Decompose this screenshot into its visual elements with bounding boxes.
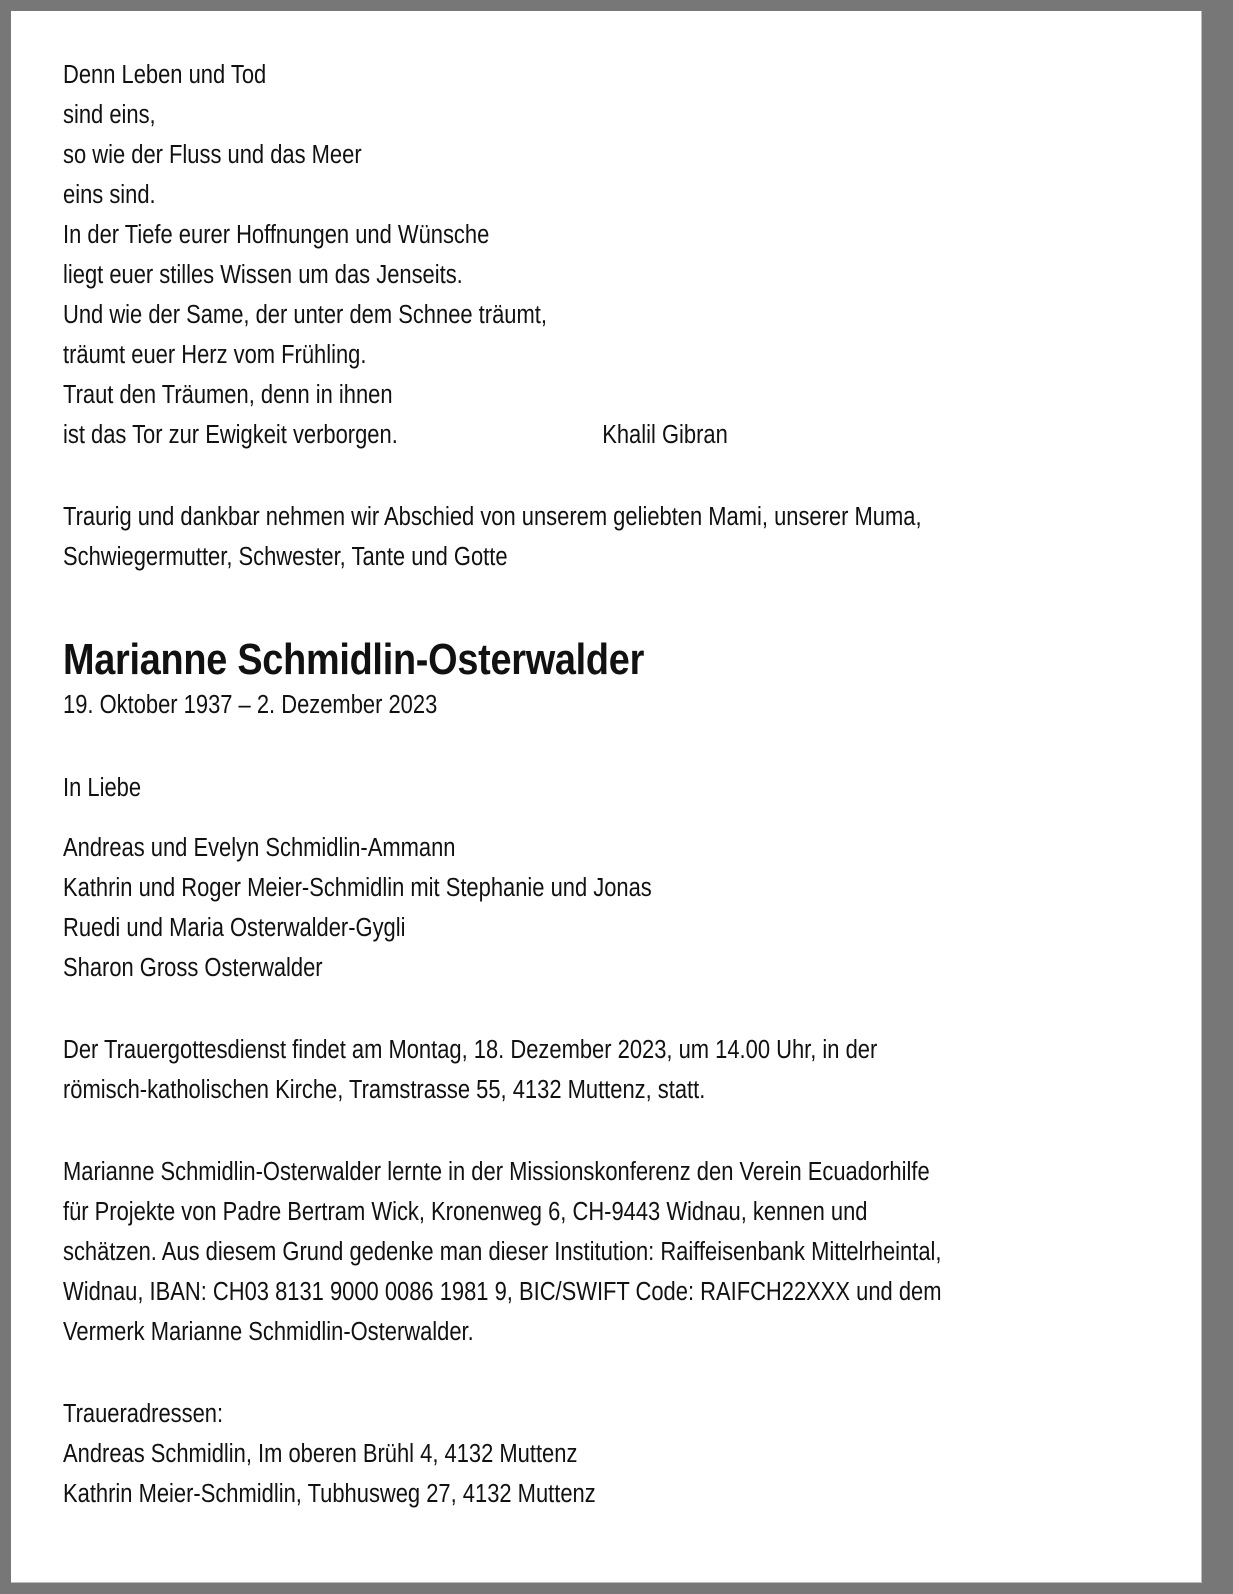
life-dates: 19. Oktober 1937 – 2. Dezember 2023 [63,691,438,719]
poem-line: liegt euer stilles Wissen um das Jenseits. [63,261,463,289]
poem-author: Khalil Gibran [602,421,728,449]
poem-line: ist das Tor zur Ewigkeit verborgen. [63,421,398,449]
service-line: römisch-katholischen Kirche, Tramstrasse 55, 4132 Muttenz, statt. [63,1076,706,1104]
mourner-name: Sharon Gross Osterwalder [63,954,323,982]
donation-line: Marianne Schmidlin-Osterwalder lernte in der Missionskonferenz den Verein Ecuadorhilfe [63,1158,930,1186]
address-line: Andreas Schmidlin, Im oberen Brühl 4, 4132 Muttenz [63,1440,578,1468]
donation-line: Widnau, IBAN: CH03 8131 9000 0086 1981 9, BIC/SWIFT Code: RAIFCH22XXX und dem [63,1278,942,1306]
obituary-page [11,11,1202,1583]
poem-line: Denn Leben und Tod [63,61,267,89]
mourner-name: Andreas und Evelyn Schmidlin-Ammann [63,834,456,862]
poem-line: träumt euer Herz vom Frühling. [63,341,367,369]
poem-line: so wie der Fluss und das Meer [63,141,362,169]
mourner-name: Ruedi und Maria Osterwalder-Gygli [63,914,406,942]
intro-line: Schwiegermutter, Schwester, Tante und Gotte [63,543,508,571]
addresses-heading: Traueradressen: [63,1400,224,1428]
poem-line: eins sind. [63,181,156,209]
service-line: Der Trauergottesdienst findet am Montag, 18. Dezember 2023, um 14.00 Uhr, in der [63,1036,878,1064]
donation-line: Vermerk Marianne Schmidlin-Osterwalder. [63,1318,474,1346]
poem-line: In der Tiefe eurer Hoffnungen und Wünsche [63,221,490,249]
mourner-name: Kathrin und Roger Meier-Schmidlin mit Stephanie und Jonas [63,874,652,902]
donation-line: schätzen. Aus diesem Grund gedenke man dieser Institution: Raiffeisenbank Mittelrheintal, [63,1238,942,1266]
address-line: Kathrin Meier-Schmidlin, Tubhusweg 27, 4132 Muttenz [63,1480,596,1508]
intro-line: Traurig und dankbar nehmen wir Abschied von unserem geliebten Mami, unserer Muma, [63,503,922,531]
poem-line: Und wie der Same, der unter dem Schnee träumt, [63,301,547,329]
poem-line: sind eins, [63,101,156,129]
poem-line: Traut den Träumen, denn in ihnen [63,381,393,409]
deceased-name: Marianne Schmidlin-Osterwalder [63,635,645,684]
mourners-heading: In Liebe [63,774,142,802]
donation-line: für Projekte von Padre Bertram Wick, Kronenweg 6, CH-9443 Widnau, kennen und [63,1198,868,1226]
